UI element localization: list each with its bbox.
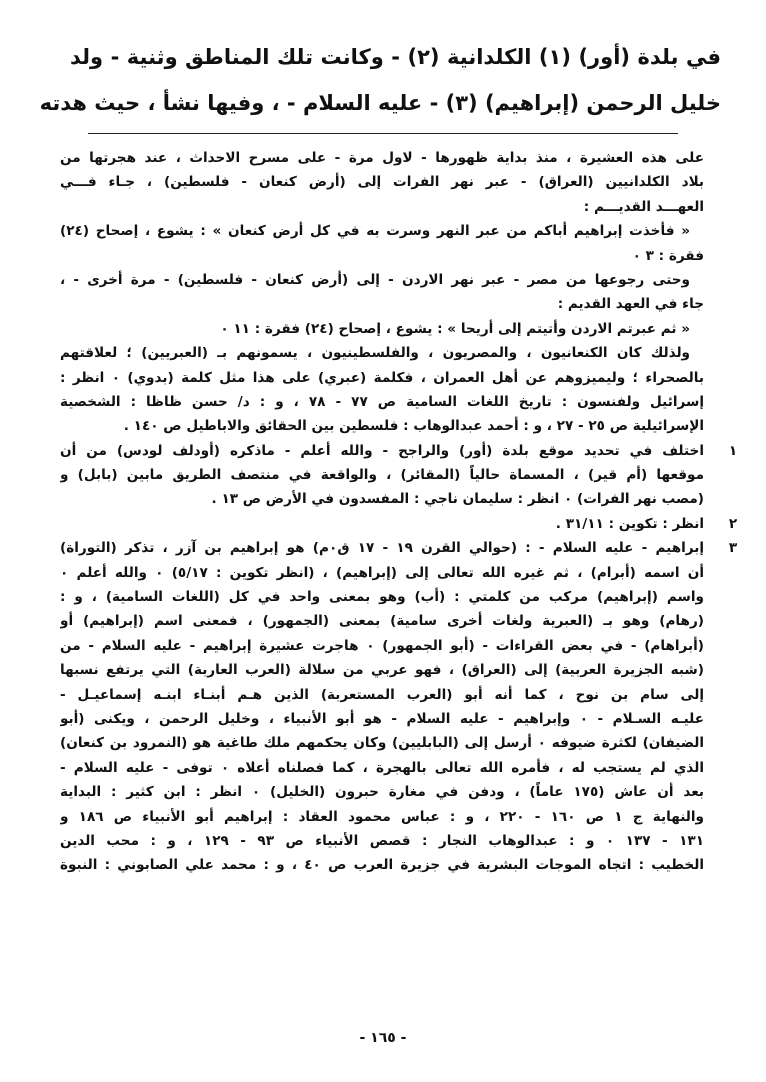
footnote-line: بلاد الكلدانيين (العراق) - عبر نهر الفرات إلى (أرض كنعان - فلسطين) ، جـاء فـــي (60, 174, 704, 191)
footnote-line: (شبه الجزيرة العربية) إلى (العراق) ، فهو عربي من سلالة (العرب العاربة) التي يرتفع نسبها (60, 662, 704, 679)
main-text-line: في بلدة (أور) (١) الكلدانية (٢) - وكانت تلك المناطق وثنية - ولد (70, 45, 721, 69)
footnote-line: واسم (إبراهيم) مركب من كلمتي : (أب) وهو بمعنى واحد في كل (اللغات السامية) ، و : (60, 589, 704, 606)
footnote-line: (رهام) وهو بـ (العبرية ولغات أخرى سامية) بمعنى (الجمهور) ، فمعنى اسم (إبراهيم) أو (60, 613, 704, 630)
footnote-line: العهـــد القديـــم : (583, 198, 704, 215)
quote-line: فقرة : ٣ ٠ (632, 247, 704, 264)
footnote-line: ١٣١ - ١٣٧ ٠ و : عبدالوهاب النجار : قصص الأنبياء ص ٩٣ - ١٢٩ ، و : محب الدين (60, 832, 704, 849)
page-number: - ١٦٥ - (359, 1030, 407, 1046)
footnote-line: جاء في العهد القديم : (557, 296, 704, 313)
quote-line: « ثم عبرتم الاردن وأتيتم إلى أريحا » : يشوع ، إصحاح (٢٤) فقرة : ١١ ٠ (220, 320, 690, 337)
main-text (39, 34, 721, 126)
footnote-line: عليـه السـلام - ٠ وإبراهيم - عليه السلام - هو أبو الأنبياء ، وخليل الرحمن ، ويكنى (أبو (60, 710, 704, 727)
footnote-number: ٢ (728, 515, 738, 532)
footnote-line: (مصب نهر الفرات) ٠ انظر : سليمان ناجي : المفسدون في الأرض ص ١٣ . (211, 491, 704, 508)
footnote-line: موقعها (أم قير) ، المسماة حالياً (المقائر) ، والواقعة في منتصف الطريق مابين (بابل) و (60, 467, 704, 484)
footnote-line: الخطيب : اتجاه الموجات البشرية في جزيرة العرب ص ٤٠ ، و : محمد علي الصابوني : النبوة (60, 857, 704, 874)
footnote-line: (أبراهام) - في بعض القراءات - (أبو الجمهور) ٠ هاجرت عشيرة إبراهيم - عليه السلام - من (60, 637, 704, 654)
footnote-line: على هذه العشيرة ، منذ بداية ظهورها - لاول مرة - على مسرح الاحداث ، عند هجرتها من (60, 150, 704, 166)
footnote-line: الضيفان) لكثرة ضيوفه ٠ أرسل إلى (البابليين) وكان يحكمهم ملك طاغية هو (النمرود بن كنعان) (60, 735, 704, 752)
footnote-line: والنهاية ج ١ ص ١٦٠ - ٢٢٠ ، و : عباس محمود العقاد : إبراهيم أبو الأنبياء ص ١٨٦ و (60, 808, 704, 825)
footnote-continuation (60, 146, 704, 439)
footnote-line: إبراهيم - عليه السلام - : (حوالي القرن ١٩ - ١٧ ق٠م) هو إبراهيم بن آزر ، تذكر (التوراة) (60, 540, 704, 557)
footnote-line: وحتى رجوعها من مصر - عبر نهر الاردن - إلى (أرض كنعان - فلسطين) - مرة أخرى - ، (60, 271, 690, 288)
quote-line: « فأخذت إبراهيم أباكم من عبر النهر وسرت به في كل أرض كنعان » : يشوع ، إصحاح (٢٤) (60, 223, 690, 240)
main-text-line: خليل الرحمن (إبراهيم) (٣) - عليه السلام - ، وفيها نشأ ، حيث هدته (39, 91, 721, 115)
footnote-3 (60, 536, 738, 877)
footnotes-section (60, 146, 738, 878)
footnote-line: بعد أن عاش (١٧٥ عاماً) ، ودفن في مغارة حبرون (الخليل) ٠ انظر : ابن كثير : البداية (60, 784, 704, 801)
footnote-number: ٣ (728, 540, 738, 557)
footnote-line: إلى سام بن نوح ، كما أنه أبو (العرب المستعربة) الذين هـم أبنـاء ابنـه إسماعيـل - (60, 686, 704, 703)
footnote-line: انظر : تكوين : ٣١/١١ . (555, 515, 704, 532)
footnote-line: الذي لم يستجب له ، فأمره الله تعالى بالهجرة ، كما فصلناه أعلاه ٠ توفى - عليه السلام - (60, 759, 704, 776)
footnote-separator (88, 133, 678, 134)
footnote-line: أن اسمه (أبرام) ، ثم غيره الله تعالى إلى (إبراهيم) ، (انظر تكوين : ٥/١٧) ٠ والله أعلم ٠ (60, 564, 704, 581)
footnote-number: ١ (728, 442, 738, 459)
footnote-1 (60, 439, 738, 512)
footnote-line: ولذلك كان الكنعانيون ، والمصريون ، والفلسطينيون ، يسمونهم بـ (العبريين) ؛ لعلاقتهم (60, 345, 690, 362)
footnote-line: بالصحراء ؛ وليميزوهم عن أهل العمران ، فكلمة (عبري) على هذا مثل كلمة (بدوي) ٠ انظر : (60, 369, 704, 386)
footnote-line: الإسرائيلية ص ٢٥ - ٢٧ ، و : أحمد عبدالوهاب : فلسطين بين الحقائق والاباطيل ص ١٤٠ . (123, 418, 704, 435)
footnote-line: إسرائيل ولفنسون : تاريخ اللغات السامية ص ٧٧ - ٧٨ ، و : د/ حسن ظاظا : الشخصية (60, 393, 704, 410)
footnote-line: اختلف في تحديد موقع بلدة (أور) والراجح - والله أعلم - ماذكره (أودلف لودس) من أن (60, 442, 704, 459)
footnote-2 (60, 512, 738, 536)
